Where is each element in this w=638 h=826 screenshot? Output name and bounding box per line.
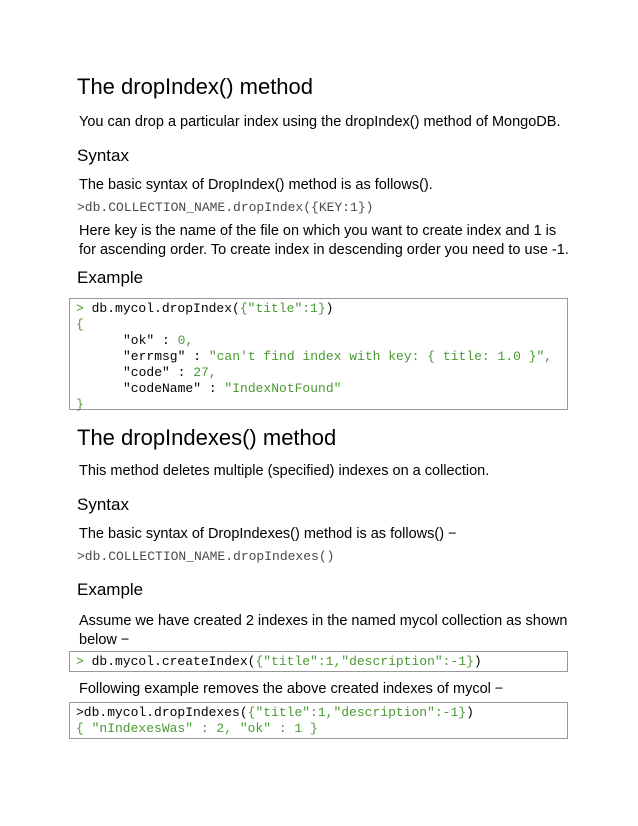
close-brace: } (76, 397, 84, 412)
code-argument: {"title":1,"description":-1} (247, 705, 467, 720)
errmsg-value: "can't find index with key: { title: 1.0 }", (208, 349, 553, 364)
code-command: db.mycol.createIndex( (83, 654, 256, 669)
example-heading-2: Example (77, 580, 144, 599)
code-line-code (76, 365, 561, 381)
syntax-heading: Syntax (77, 146, 129, 165)
section-title-dropindexes: The dropIndexes() method (77, 425, 337, 450)
syntax-code: >db.COLLECTION_NAME.dropIndex({KEY:1}) (77, 200, 374, 215)
createindex-code-block (69, 651, 568, 672)
ok-key: "ok" (123, 333, 155, 348)
example-heading: Example (77, 268, 144, 287)
errmsg-key: "errmsg" (123, 349, 186, 364)
code-line-codename (76, 381, 561, 397)
dropindex-example-code-block (69, 298, 568, 410)
assume-text: Assume we have created 2 indexes in the named mycol collection as shown below − (79, 613, 568, 648)
code-line (76, 301, 561, 317)
section-title-dropindex: The dropIndex() method (77, 74, 314, 99)
ok-value: 0, (177, 333, 194, 348)
syntax-description-2: The basic syntax of DropIndexes() method is as follows() − (79, 526, 457, 542)
code-paren: ) (473, 654, 482, 669)
code-command: db.mycol.dropIndex( (83, 301, 240, 316)
code-argument: {"title":1} (239, 301, 326, 316)
code-value: 27, (193, 365, 217, 380)
key-note: Here key is the name of the file on which you want to create index and 1 is for ascending order. To create index in descending order you need to use -1. (79, 223, 569, 258)
separator: : (201, 381, 225, 396)
code-paren: ) (325, 301, 334, 316)
syntax-code-2: >db.COLLECTION_NAME.dropIndexes() (77, 549, 335, 564)
code-argument: {"title":1,"description":-1} (255, 654, 474, 669)
syntax-description: The basic syntax of DropIndex() method is as follows(). (79, 177, 433, 193)
separator: : (169, 365, 194, 380)
code-line-ok (76, 333, 561, 349)
following-text: Following example removes the above created indexes of mycol − (79, 681, 504, 697)
code-key: "code" (123, 365, 170, 380)
codename-key: "codeName" (123, 381, 202, 396)
code-line (76, 654, 561, 670)
dropindex-intro: You can drop a particular index using the dropIndex() method of MongoDB. (79, 114, 561, 130)
prompt-symbol: > (76, 301, 84, 316)
code-result: { "nIndexesWas" : 2, "ok" : 1 } (76, 721, 318, 736)
code-line-errmsg (76, 349, 561, 365)
dropindexes-intro: This method deletes multiple (specified) indexes on a collection. (79, 463, 490, 479)
prompt-symbol: > (76, 654, 84, 669)
codename-value: "IndexNotFound" (224, 381, 342, 396)
separator: : (154, 333, 178, 348)
separator: : (185, 349, 209, 364)
code-paren: ) (466, 705, 474, 720)
code-command: >db.mycol.dropIndexes( (76, 705, 248, 720)
open-brace: { (76, 317, 84, 332)
syntax-heading-2: Syntax (77, 495, 129, 514)
code-line (76, 705, 561, 721)
dropindexes-example-code-block (69, 702, 568, 739)
